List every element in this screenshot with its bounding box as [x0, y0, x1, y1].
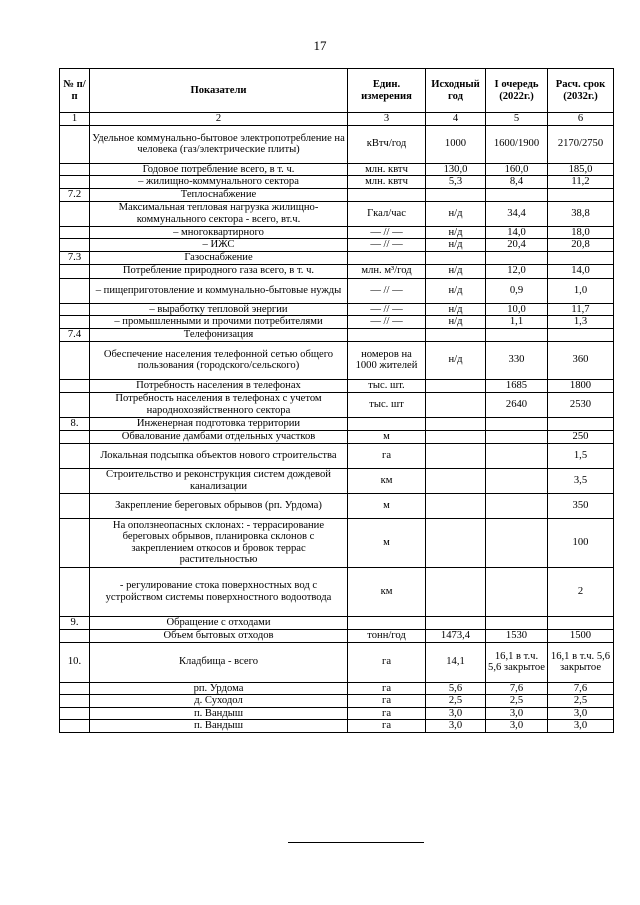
indicator-name: - регулирование стока поверхностных вод с устройством системы поверхностного водоотвода: [90, 567, 348, 616]
base-year-cell: н/д: [426, 201, 486, 226]
first-stage-cell: 20,4: [486, 239, 548, 252]
calc-term-cell: 360: [548, 341, 614, 379]
first-stage-cell: 2640: [486, 392, 548, 417]
base-year-cell: [426, 567, 486, 616]
table-row: [60, 392, 614, 417]
row-number: [60, 303, 90, 316]
indicator-name: Потребление природного газа всего, в т. ч.: [90, 264, 348, 278]
indicator-name: Годовое потребление всего, в т. ч.: [90, 163, 348, 176]
empty-cell: [548, 417, 614, 430]
base-year-cell: 1473,4: [426, 629, 486, 642]
empty-cell: [426, 417, 486, 430]
header-unit: Един. измерения: [348, 69, 426, 113]
calc-term-cell: 3,0: [548, 720, 614, 733]
indicator-name: – промышленными и прочими потребителями: [90, 316, 348, 329]
calc-term-cell: 250: [548, 430, 614, 443]
col-number: 1: [60, 113, 90, 126]
unit-cell: млн. квтч: [348, 163, 426, 176]
indicator-name: – многоквартирного: [90, 226, 348, 239]
row-number: [60, 176, 90, 189]
base-year-cell: н/д: [426, 341, 486, 379]
row-number: [60, 201, 90, 226]
indicator-name: рп. Урдома: [90, 682, 348, 695]
indicators-table: [59, 68, 614, 733]
row-number: [60, 567, 90, 616]
first-stage-cell: 1,1: [486, 316, 548, 329]
indicator-name: Объем бытовых отходов: [90, 629, 348, 642]
unit-cell: тыс. шт: [348, 392, 426, 417]
calc-term-cell: 16,1 в т.ч. 5,6 закрытое: [548, 642, 614, 682]
first-stage-cell: 2,5: [486, 695, 548, 708]
section-number: 7.2: [60, 188, 90, 201]
row-number: [60, 682, 90, 695]
indicator-name: Локальная подсыпка объектов нового строительства: [90, 443, 348, 468]
unit-cell: км: [348, 468, 426, 493]
base-year-cell: [426, 379, 486, 392]
indicator-name: – ИЖС: [90, 239, 348, 252]
unit-cell: млн. м³/год: [348, 264, 426, 278]
section-row: [60, 417, 614, 430]
row-number: [60, 341, 90, 379]
row-number: [60, 695, 90, 708]
empty-cell: [548, 251, 614, 264]
unit-cell: м: [348, 518, 426, 567]
base-year-cell: н/д: [426, 226, 486, 239]
calc-term-cell: 3,0: [548, 707, 614, 720]
table-row: [60, 264, 614, 278]
empty-cell: [426, 616, 486, 629]
first-stage-cell: 0,9: [486, 278, 548, 303]
table-row: [60, 642, 614, 682]
calc-term-cell: 38,8: [548, 201, 614, 226]
base-year-cell: н/д: [426, 278, 486, 303]
first-stage-cell: 34,4: [486, 201, 548, 226]
first-stage-cell: 3,0: [486, 720, 548, 733]
table-row: [60, 341, 614, 379]
first-stage-cell: 1685: [486, 379, 548, 392]
base-year-cell: н/д: [426, 264, 486, 278]
base-year-cell: н/д: [426, 316, 486, 329]
header-first-stage: I очередь (2022г.): [486, 69, 548, 113]
row-number: [60, 379, 90, 392]
table-row: [60, 567, 614, 616]
section-title: Газоснабжение: [90, 251, 348, 264]
first-stage-cell: [486, 493, 548, 518]
calc-term-cell: 2,5: [548, 695, 614, 708]
base-year-cell: [426, 392, 486, 417]
table-row: [60, 518, 614, 567]
base-year-cell: [426, 493, 486, 518]
table-row: [60, 720, 614, 733]
table-row: [60, 468, 614, 493]
base-year-cell: н/д: [426, 239, 486, 252]
row-number: [60, 316, 90, 329]
base-year-cell: [426, 430, 486, 443]
unit-cell: га: [348, 720, 426, 733]
base-year-cell: [426, 468, 486, 493]
empty-cell: [486, 328, 548, 341]
col-number: 5: [486, 113, 548, 126]
row-number: 10.: [60, 642, 90, 682]
table-row: [60, 176, 614, 189]
calc-term-cell: 185,0: [548, 163, 614, 176]
table-row: [60, 443, 614, 468]
unit-cell: км: [348, 567, 426, 616]
indicator-name: п. Вандыш: [90, 707, 348, 720]
calc-term-cell: 1,5: [548, 443, 614, 468]
unit-cell: кВтч/год: [348, 125, 426, 163]
empty-cell: [348, 251, 426, 264]
unit-cell: — // —: [348, 226, 426, 239]
row-number: [60, 629, 90, 642]
unit-cell: номеров на 1000 жителей: [348, 341, 426, 379]
unit-cell: м: [348, 493, 426, 518]
first-stage-cell: 12,0: [486, 264, 548, 278]
row-number: [60, 226, 90, 239]
calc-term-cell: 20,8: [548, 239, 614, 252]
table-row: [60, 316, 614, 329]
row-number: [60, 468, 90, 493]
indicator-name: Закрепление береговых обрывов (рп. Урдома): [90, 493, 348, 518]
empty-cell: [426, 188, 486, 201]
row-number: [60, 264, 90, 278]
first-stage-cell: 3,0: [486, 707, 548, 720]
section-row: [60, 328, 614, 341]
empty-cell: [548, 328, 614, 341]
first-stage-cell: [486, 567, 548, 616]
col-number: 6: [548, 113, 614, 126]
indicator-name: – жилищно-коммунального сектора: [90, 176, 348, 189]
first-stage-cell: 8,4: [486, 176, 548, 189]
unit-cell: — // —: [348, 239, 426, 252]
table-row: [60, 707, 614, 720]
section-row: [60, 616, 614, 629]
indicator-name: Кладбища - всего: [90, 642, 348, 682]
section-number: 7.3: [60, 251, 90, 264]
first-stage-cell: 7,6: [486, 682, 548, 695]
indicator-name: Потребность населения в телефонах с учетом народнохозяйственного сектора: [90, 392, 348, 417]
unit-cell: — // —: [348, 316, 426, 329]
calc-term-cell: 3,5: [548, 468, 614, 493]
table-row: [60, 201, 614, 226]
indicator-name: Максимальная тепловая нагрузка жилищно-коммунального сектора - всего, вт.ч.: [90, 201, 348, 226]
base-year-cell: [426, 518, 486, 567]
first-stage-cell: 16,1 в т.ч. 5,6 закрытое: [486, 642, 548, 682]
first-stage-cell: 1530: [486, 629, 548, 642]
unit-cell: га: [348, 443, 426, 468]
indicator-name: Строительство и реконструкция систем дождевой канализации: [90, 468, 348, 493]
calc-term-cell: 2170/2750: [548, 125, 614, 163]
first-stage-cell: 160,0: [486, 163, 548, 176]
unit-cell: га: [348, 707, 426, 720]
row-number: [60, 125, 90, 163]
calc-term-cell: 1500: [548, 629, 614, 642]
empty-cell: [348, 417, 426, 430]
calc-term-cell: 18,0: [548, 226, 614, 239]
header-calc-term: Расч. срок (2032г.): [548, 69, 614, 113]
row-number: [60, 163, 90, 176]
base-year-cell: 1000: [426, 125, 486, 163]
row-number: [60, 239, 90, 252]
table-row: [60, 278, 614, 303]
section-number: 9.: [60, 616, 90, 629]
calc-term-cell: 11,7: [548, 303, 614, 316]
base-year-cell: 3,0: [426, 720, 486, 733]
col-number: 4: [426, 113, 486, 126]
calc-term-cell: 350: [548, 493, 614, 518]
indicator-name: п. Вандыш: [90, 720, 348, 733]
calc-term-cell: 14,0: [548, 264, 614, 278]
indicator-name: Удельное коммунально-бытовое электропотребление на человека (газ/электрические плиты): [90, 125, 348, 163]
section-title: Обращение с отходами: [90, 616, 348, 629]
first-stage-cell: 10,0: [486, 303, 548, 316]
first-stage-cell: [486, 443, 548, 468]
row-number: [60, 493, 90, 518]
calc-term-cell: 1,0: [548, 278, 614, 303]
header-base-year: Исходный год: [426, 69, 486, 113]
table-row: [60, 682, 614, 695]
unit-cell: га: [348, 642, 426, 682]
empty-cell: [486, 417, 548, 430]
indicator-name: Обеспечение населения телефонной сетью общего пользования (городского/сельского): [90, 341, 348, 379]
empty-cell: [426, 251, 486, 264]
table-row: [60, 430, 614, 443]
empty-cell: [486, 251, 548, 264]
column-number-row: [60, 113, 614, 126]
calc-term-cell: 1800: [548, 379, 614, 392]
table-row: [60, 695, 614, 708]
unit-cell: — // —: [348, 278, 426, 303]
first-stage-cell: [486, 430, 548, 443]
col-number: 2: [90, 113, 348, 126]
row-number: [60, 392, 90, 417]
base-year-cell: 3,0: [426, 707, 486, 720]
base-year-cell: н/д: [426, 303, 486, 316]
empty-cell: [486, 616, 548, 629]
calc-term-cell: 11,2: [548, 176, 614, 189]
base-year-cell: 130,0: [426, 163, 486, 176]
section-title: Инженерная подготовка территории: [90, 417, 348, 430]
unit-cell: Гкал/час: [348, 201, 426, 226]
empty-cell: [348, 616, 426, 629]
footer-divider: [288, 842, 424, 843]
table-row: [60, 303, 614, 316]
section-title: Телефонизация: [90, 328, 348, 341]
calc-term-cell: 7,6: [548, 682, 614, 695]
first-stage-cell: [486, 518, 548, 567]
table-row: [60, 226, 614, 239]
row-number: [60, 443, 90, 468]
unit-cell: м: [348, 430, 426, 443]
calc-term-cell: 1,3: [548, 316, 614, 329]
base-year-cell: [426, 443, 486, 468]
empty-cell: [548, 188, 614, 201]
first-stage-cell: 330: [486, 341, 548, 379]
table-row: [60, 163, 614, 176]
table-body: [60, 125, 614, 732]
indicator-name: д. Суходол: [90, 695, 348, 708]
empty-cell: [426, 328, 486, 341]
base-year-cell: 2,5: [426, 695, 486, 708]
calc-term-cell: 2530: [548, 392, 614, 417]
base-year-cell: 5,3: [426, 176, 486, 189]
row-number: [60, 707, 90, 720]
section-number: 7.4: [60, 328, 90, 341]
unit-cell: тонн/год: [348, 629, 426, 642]
empty-cell: [486, 188, 548, 201]
header-indicator: Показатели: [90, 69, 348, 113]
first-stage-cell: 1600/1900: [486, 125, 548, 163]
empty-cell: [348, 328, 426, 341]
unit-cell: млн. квтч: [348, 176, 426, 189]
indicator-name: Потребность населения в телефонах: [90, 379, 348, 392]
table-row: [60, 125, 614, 163]
indicator-name: На оползнеопасных склонах: - террасирование береговых обрывов, планировка склонов с закреплением откосов и бровок террас растительностью: [90, 518, 348, 567]
page-number: 17: [313, 38, 327, 53]
calc-term-cell: 2: [548, 567, 614, 616]
section-title: Теплоснабжение: [90, 188, 348, 201]
col-number: 3: [348, 113, 426, 126]
section-number: 8.: [60, 417, 90, 430]
unit-cell: тыс. шт.: [348, 379, 426, 392]
first-stage-cell: 14,0: [486, 226, 548, 239]
table-row: [60, 629, 614, 642]
table-row: [60, 379, 614, 392]
unit-cell: га: [348, 682, 426, 695]
indicator-name: Обвалование дамбами отдельных участков: [90, 430, 348, 443]
calc-term-cell: 100: [548, 518, 614, 567]
unit-cell: га: [348, 695, 426, 708]
empty-cell: [348, 188, 426, 201]
section-row: [60, 188, 614, 201]
indicator-name: – выработку тепловой энергии: [90, 303, 348, 316]
first-stage-cell: [486, 468, 548, 493]
base-year-cell: 5,6: [426, 682, 486, 695]
indicator-name: – пищеприготовление и коммунально-бытовые нужды: [90, 278, 348, 303]
unit-cell: — // —: [348, 303, 426, 316]
section-row: [60, 251, 614, 264]
base-year-cell: 14,1: [426, 642, 486, 682]
table-row: [60, 239, 614, 252]
row-number: [60, 720, 90, 733]
row-number: [60, 518, 90, 567]
row-number: [60, 278, 90, 303]
table-header-row: [60, 69, 614, 113]
empty-cell: [548, 616, 614, 629]
table-row: [60, 493, 614, 518]
row-number: [60, 430, 90, 443]
header-no: № п/п: [60, 69, 90, 113]
